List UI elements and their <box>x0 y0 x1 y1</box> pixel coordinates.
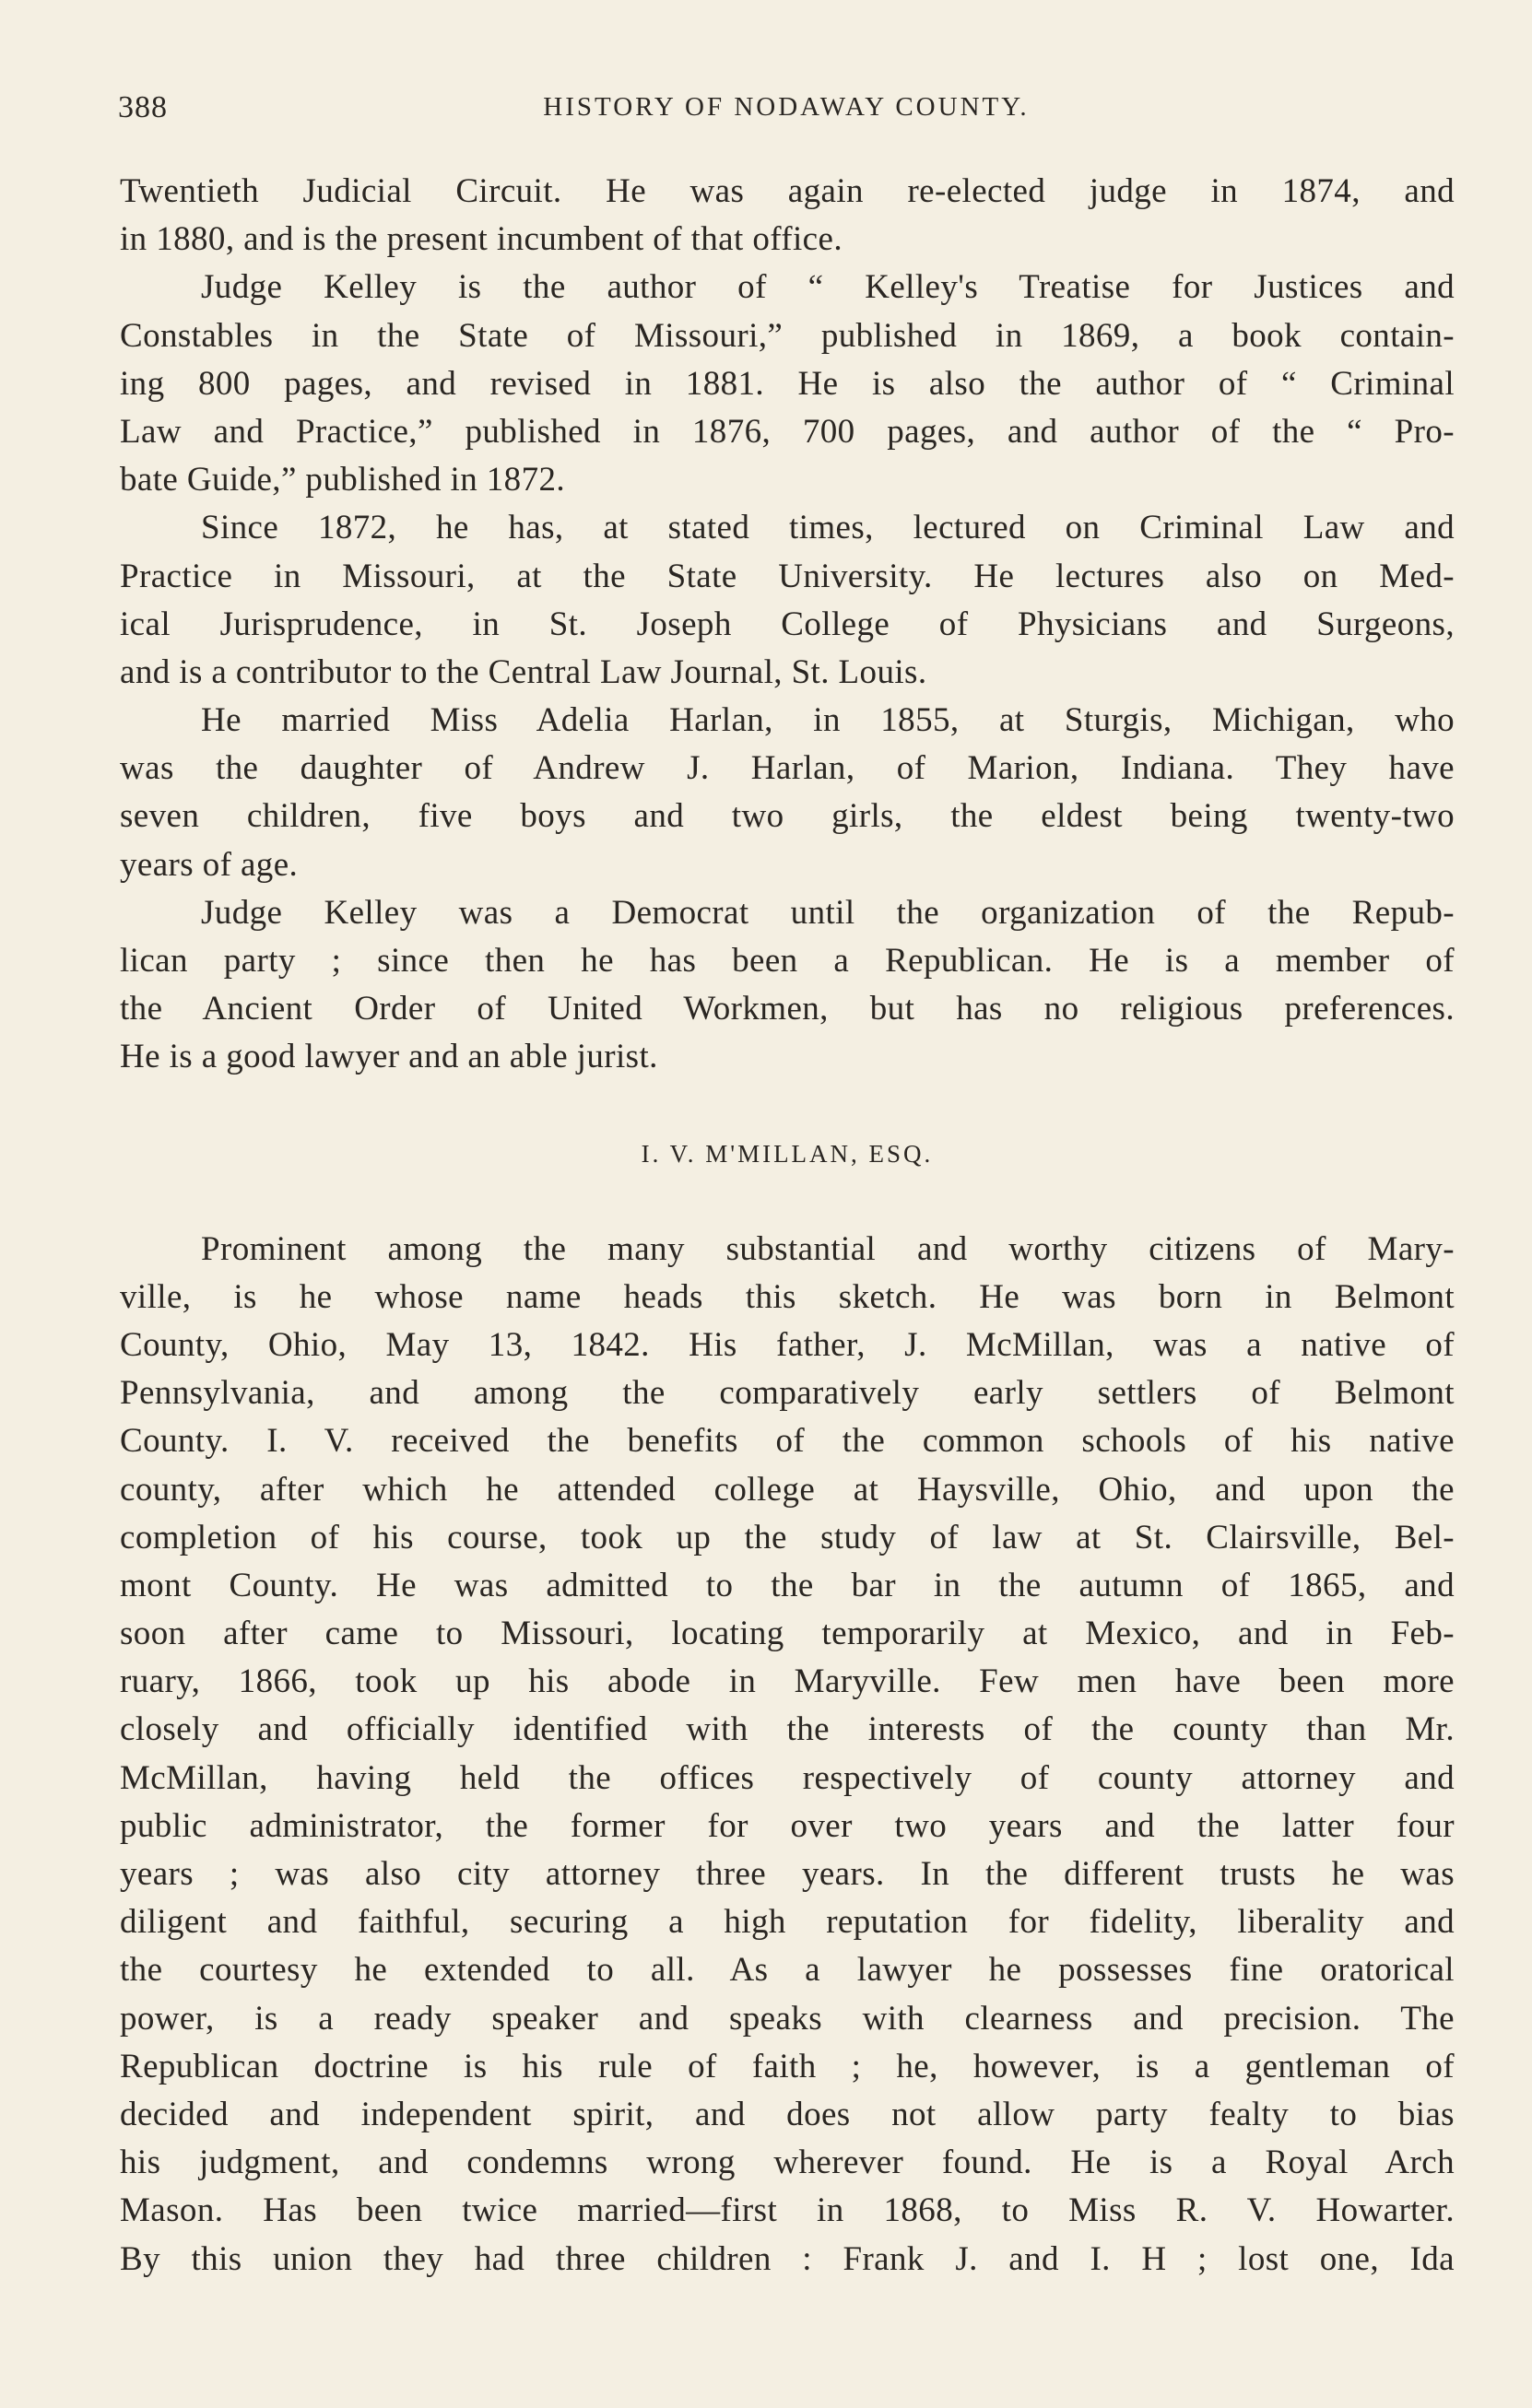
page-number: 388 <box>118 90 168 124</box>
text-line: county, after which he attended college at Haysville, Ohio, and upon the <box>120 1470 1455 1509</box>
text-line: seven children, five boys and two girls, the eldest being twenty-two <box>120 797 1455 836</box>
body-text <box>120 168 1455 2284</box>
text-line: lican party ; since then he has been a Republican. He is a member of <box>120 942 1455 980</box>
text-line: ville, is he whose name heads this sketch. He was born in Belmont <box>120 1277 1455 1316</box>
text-line: Since 1872, he has, at stated times, lectured on Criminal Law and <box>201 509 1455 547</box>
text-line: Judge Kelley was a Democrat until the organization of the Repub- <box>201 893 1455 932</box>
text-line: Twentieth Judicial Circuit. He was again re-elected judge in 1874, and <box>120 172 1455 210</box>
text-line: public administrator, the former for over two years and the latter four <box>120 1806 1455 1845</box>
text-line: the Ancient Order of United Workmen, but has no religious preferences. <box>120 990 1455 1028</box>
text-line: soon after came to Missouri, locating temporarily at Mexico, and in Feb- <box>120 1615 1455 1653</box>
text-line: in 1880, and is the present incumbent of that office. <box>120 220 843 259</box>
text-line: County, Ohio, May 13, 1842. His father, J. McMillan, was a native of <box>120 1325 1455 1364</box>
text-line: County. I. V. received the benefits of the common schools of his native <box>120 1422 1455 1461</box>
text-line: and is a contributor to the Central Law Journal, St. Louis. <box>120 652 927 691</box>
text-line: He is a good lawyer and an able jurist. <box>120 1038 658 1076</box>
text-line: Republican doctrine is his rule of faith ; he, however, is a gentleman of <box>120 2047 1455 2085</box>
text-line: his judgment, and condemns wrong wherever found. He is a Royal Arch <box>120 2144 1455 2182</box>
section-title: I. V. M'MILLAN, ESQ. <box>641 1139 934 1168</box>
text-line: Law and Practice,” published in 1876, 700 pages, and author of the “ Pro- <box>120 412 1455 451</box>
text-line: McMillan, having held the offices respectively of county attorney and <box>120 1758 1455 1797</box>
running-head: HISTORY OF NODAWAY COUNTY. <box>543 92 1030 122</box>
text-line: years ; was also city attorney three years. In the different trusts he was <box>120 1855 1455 1893</box>
text-line: diligent and faithful, securing a high reputation for fidelity, liberality and <box>120 1903 1455 1942</box>
text-line: power, is a ready speaker and speaks with clearness and precision. The <box>120 1999 1455 2038</box>
text-line: ruary, 1866, took up his abode in Maryville. Few men have been more <box>120 1662 1455 1701</box>
text-line: Constables in the State of Missouri,” published in 1869, a book contain- <box>120 316 1455 355</box>
text-line: was the daughter of Andrew J. Harlan, of Marion, Indiana. They have <box>120 749 1455 788</box>
text-line: Prominent among the many substantial and worthy citizens of Mary- <box>201 1229 1455 1268</box>
text-line: mont County. He was admitted to the bar in the autumn of 1865, and <box>120 1566 1455 1604</box>
text-line: Mason. Has been twice married—first in 1868, to Miss R. V. Howarter. <box>120 2191 1455 2230</box>
text-line: Practice in Missouri, at the State University. He lectures also on Med- <box>120 557 1455 595</box>
text-line: completion of his course, took up the study of law at St. Clairsville, Bel- <box>120 1518 1455 1556</box>
text-line: bate Guide,” published in 1872. <box>120 461 566 499</box>
text-line: Judge Kelley is the author of “ Kelley's Treatise for Justices and <box>201 268 1455 307</box>
text-line: By this union they had three children : Frank J. and I. H ; lost one, Ida <box>120 2239 1455 2278</box>
text-line: the courtesy he extended to all. As a lawyer he possesses fine oratorical <box>120 1951 1455 1990</box>
text-line: years of age. <box>120 845 299 884</box>
text-line: decided and independent spirit, and does not allow party fealty to bias <box>120 2095 1455 2133</box>
text-line: ical Jurisprudence, in St. Joseph College of Physicians and Surgeons, <box>120 605 1455 643</box>
text-line: ing 800 pages, and revised in 1881. He is also the author of “ Criminal <box>120 364 1455 403</box>
text-line: He married Miss Adelia Harlan, in 1855, at Sturgis, Michigan, who <box>201 701 1455 740</box>
text-line: closely and officially identified with the interests of the county than Mr. <box>120 1710 1455 1749</box>
page-header <box>118 90 1455 136</box>
text-line: Pennsylvania, and among the comparatively early settlers of Belmont <box>120 1374 1455 1413</box>
